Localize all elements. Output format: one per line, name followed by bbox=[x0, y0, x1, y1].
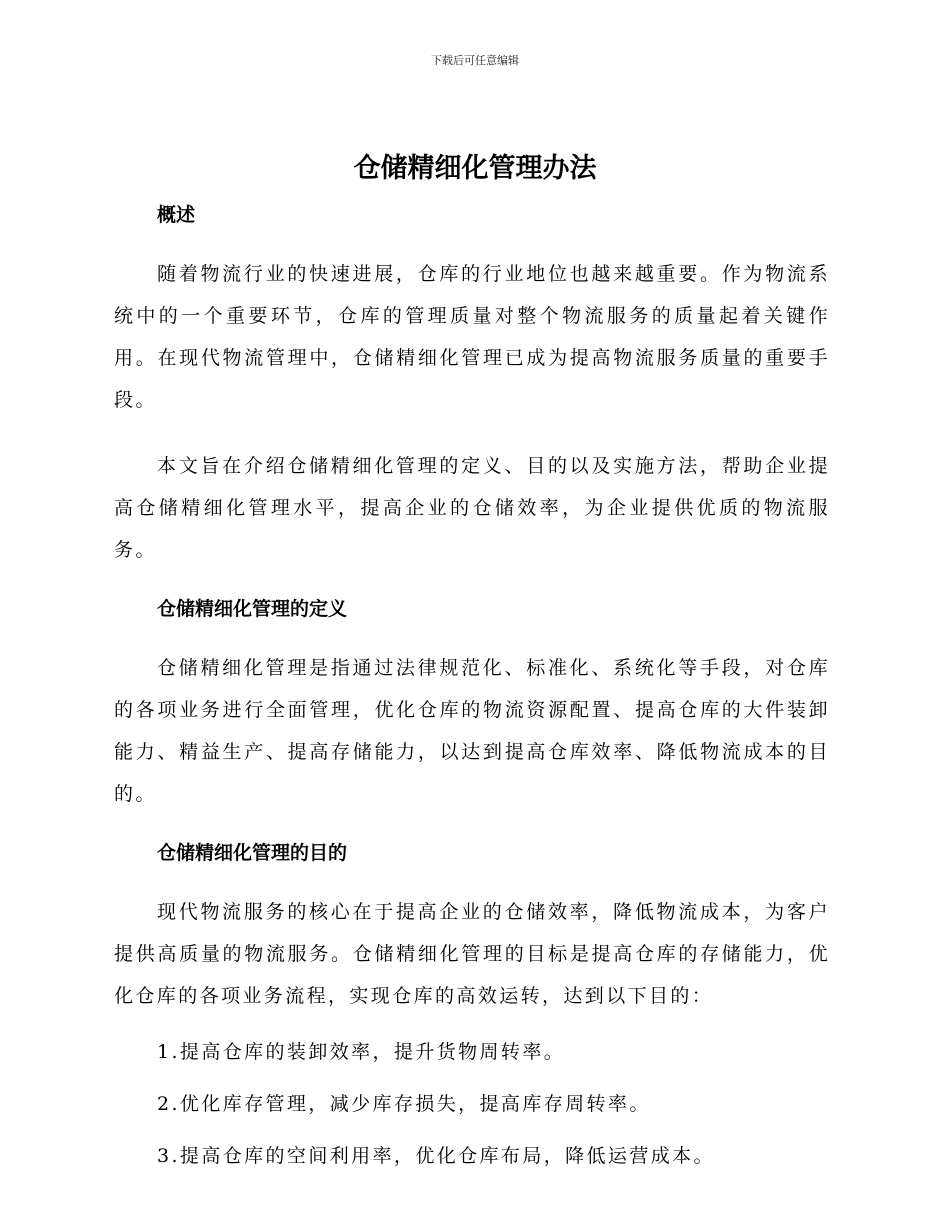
section-heading-purpose: 仓储精细化管理的目的 bbox=[157, 842, 348, 864]
purpose-list-item: 3.提高仓库的空间利用率，优化仓库布局，降低运营成本。 bbox=[157, 1145, 715, 1167]
purpose-list-item: 1.提高仓库的装卸效率，提升货物周转率。 bbox=[157, 1041, 566, 1063]
purpose-list-item: 2.优化库存管理，减少库存损失，提高库存周转率。 bbox=[157, 1093, 651, 1115]
document-body bbox=[114, 195, 830, 1177]
overview-paragraph: 本文旨在介绍仓储精细化管理的定义、目的以及实施方法，帮助企业提高仓储精细化管理水平，提高企业的仓储效率，为企业提供优质的物流服务。 bbox=[114, 455, 830, 561]
definition-paragraph: 仓储精细化管理是指通过法律规范化、标准化、系统化等手段，对仓库的各项业务进行全面管理，优化仓库的物流资源配置、提高仓库的大件装卸能力、精益生产、提高存储能力，以达到提高仓库效率、降低物流成本的目的。 bbox=[114, 657, 830, 805]
header-note: 下载后可任意编辑 bbox=[431, 54, 519, 67]
section-heading-overview: 概述 bbox=[157, 204, 196, 226]
purpose-paragraph: 现代物流服务的核心在于提高企业的仓储效率，降低物流成本，为客户提供高质量的物流服务。仓储精细化管理的目标是提高仓库的存储能力，优化仓库的各项业务流程，实现仓库的高效运转，达到以下目的： bbox=[114, 901, 830, 1007]
section-heading-definition: 仓储精细化管理的定义 bbox=[157, 598, 348, 620]
document-title: 仓储精细化管理办法 bbox=[353, 153, 597, 184]
overview-paragraph: 随着物流行业的快速进展，仓库的行业地位也越来越重要。作为物流系统中的一个重要环节，仓库的管理质量对整个物流服务的质量起着关键作用。在现代物流管理中，仓储精细化管理已成为提高物流服务质量的重要手段。 bbox=[114, 263, 830, 411]
